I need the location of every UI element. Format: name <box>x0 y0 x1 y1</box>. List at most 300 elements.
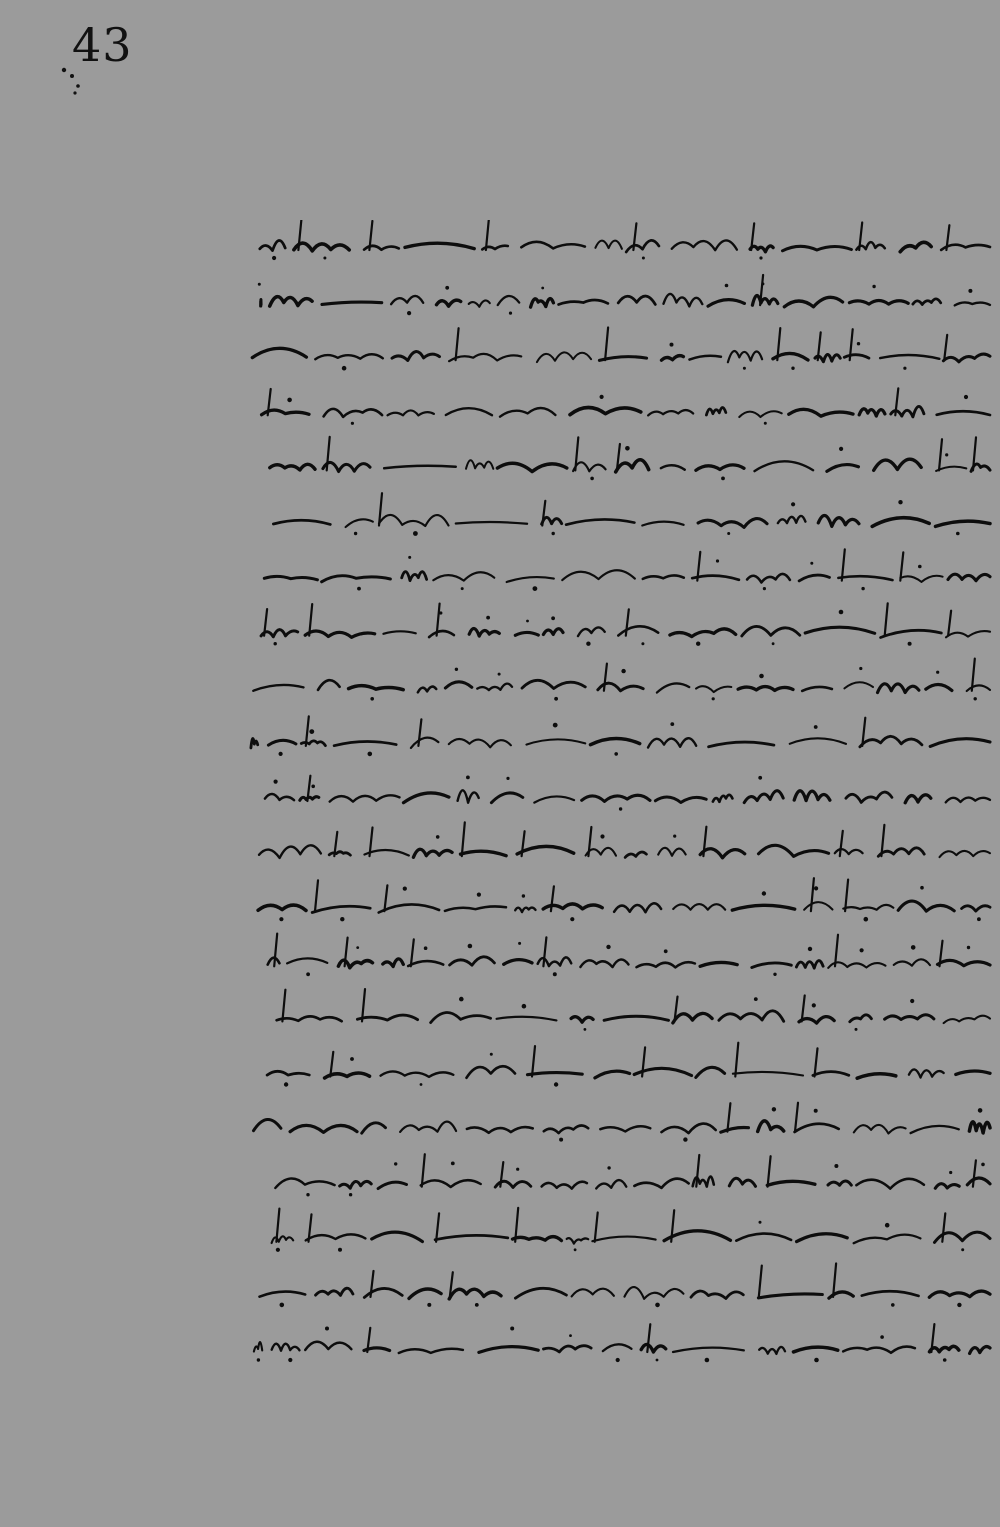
ink-dot <box>370 697 374 701</box>
ink-stroke <box>402 572 427 581</box>
ink-stroke <box>270 464 315 470</box>
ink-stroke <box>259 845 321 858</box>
ink-stroke <box>752 296 777 306</box>
ink-stroke <box>329 852 350 855</box>
ink-stroke <box>941 245 990 250</box>
ink-dot <box>968 289 972 293</box>
ink-dot <box>978 1108 983 1113</box>
manuscript-line <box>260 220 990 260</box>
ink-dot <box>420 1083 423 1086</box>
ink-stroke <box>843 1347 915 1353</box>
ink-dot <box>945 453 948 456</box>
ink-stroke <box>469 629 499 637</box>
ink-stroke <box>648 738 696 747</box>
ink-stroke <box>327 437 330 471</box>
ink-stroke <box>946 631 990 637</box>
ink-stroke <box>537 352 591 362</box>
ink-stroke <box>570 407 641 414</box>
ink-stroke <box>703 827 706 856</box>
manuscript-line <box>265 776 990 811</box>
ink-stroke <box>383 631 415 633</box>
ink-dot <box>554 697 558 701</box>
ink-stroke <box>648 410 693 415</box>
ink-stroke <box>670 629 736 637</box>
ink-dot <box>490 1053 493 1056</box>
ink-dot <box>810 562 813 565</box>
ink-stroke <box>513 1237 562 1241</box>
ink-stroke <box>591 739 640 745</box>
ink-stroke <box>700 849 745 858</box>
ink-dot <box>764 422 767 425</box>
ink-stroke <box>400 1122 456 1132</box>
ink-stroke <box>802 687 832 691</box>
ink-stroke <box>322 302 382 304</box>
ink-stroke <box>371 1271 374 1297</box>
ink-dot <box>475 1303 479 1307</box>
ink-dot <box>349 1193 352 1196</box>
ink-dot <box>408 556 411 559</box>
ink-dot <box>814 1109 818 1113</box>
ink-stroke <box>813 1072 849 1076</box>
ink-dot <box>257 1358 260 1361</box>
ink-stroke <box>413 849 452 857</box>
ink-stroke <box>713 795 733 802</box>
ink-dot <box>338 1248 342 1252</box>
ink-stroke <box>252 348 306 357</box>
ink-stroke <box>318 680 340 690</box>
ink-stroke <box>658 848 686 856</box>
ink-stroke <box>844 355 869 358</box>
ink-stroke <box>600 1126 650 1131</box>
ink-stroke <box>862 1291 919 1296</box>
ink-stroke <box>437 300 461 306</box>
ink-stroke <box>673 1348 744 1352</box>
ink-stroke <box>767 1181 815 1185</box>
ink-stroke <box>504 960 532 965</box>
ink-stroke <box>936 521 991 526</box>
ink-dot <box>956 532 960 536</box>
ink-dot <box>977 917 981 921</box>
ink-stroke <box>445 906 506 910</box>
ink-stroke <box>878 684 919 693</box>
ink-stroke <box>721 1128 749 1133</box>
ink-stroke <box>462 822 465 856</box>
ink-stroke <box>300 797 319 801</box>
ink-stroke <box>626 240 659 252</box>
ink-stroke <box>604 1016 668 1020</box>
ink-stroke <box>962 906 990 911</box>
ink-dot <box>727 532 730 535</box>
ink-stroke <box>445 682 471 688</box>
ink-dot <box>696 642 700 646</box>
ink-stroke <box>930 1346 959 1351</box>
ink-dot <box>306 1193 309 1196</box>
ink-dot <box>518 942 521 945</box>
ink-stroke <box>943 354 990 362</box>
ink-stroke <box>575 437 578 470</box>
ink-stroke <box>578 627 605 636</box>
ink-dot <box>903 367 906 370</box>
ink-dot <box>486 616 490 620</box>
ink-stroke <box>449 354 521 361</box>
ink-stroke <box>948 574 990 580</box>
ink-stroke <box>859 409 885 416</box>
ink-dot <box>967 946 970 949</box>
ink-stroke <box>411 738 439 748</box>
manuscript-line <box>272 1208 990 1252</box>
ink-dot <box>466 776 470 780</box>
ink-stroke <box>411 939 414 966</box>
ink-stroke <box>357 1015 417 1020</box>
ink-stroke <box>306 1234 366 1240</box>
ink-stroke <box>898 901 954 911</box>
ink-stroke <box>938 960 991 965</box>
ink-stroke <box>835 849 863 854</box>
ink-stroke <box>315 354 383 359</box>
ink-dot <box>614 752 618 756</box>
ink-dot <box>885 1223 890 1228</box>
ink-stroke <box>595 1213 598 1242</box>
ink-stroke <box>736 1234 791 1241</box>
ink-dot <box>743 367 746 370</box>
ink-stroke <box>290 1125 357 1132</box>
ink-stroke <box>657 683 689 692</box>
ink-dot <box>814 886 818 890</box>
ink-dot <box>351 422 354 425</box>
ink-stroke <box>486 220 489 250</box>
ink-stroke <box>799 1017 834 1024</box>
ink-stroke <box>696 686 731 692</box>
ink-dot <box>763 587 766 590</box>
ink-stroke <box>338 960 372 968</box>
ink-stroke <box>500 1162 503 1187</box>
ink-dot <box>323 257 326 260</box>
ink-stroke <box>673 1013 712 1023</box>
ink-dot <box>641 642 644 645</box>
ink-stroke <box>872 518 929 527</box>
ink-stroke <box>747 574 790 583</box>
ink-dot <box>350 1057 354 1061</box>
ink-stroke <box>692 576 739 580</box>
ink-stroke <box>935 1184 959 1189</box>
ink-dot <box>274 780 278 784</box>
ink-dot <box>898 500 902 504</box>
ink-dot <box>834 1164 838 1168</box>
ink-stroke <box>929 1291 990 1297</box>
ink-dot <box>725 284 729 288</box>
ink-dot <box>772 642 775 645</box>
ink-stroke <box>655 797 706 802</box>
ink-dot <box>880 1335 884 1339</box>
manuscript-line <box>252 328 990 371</box>
ink-stroke <box>643 575 684 578</box>
ink-dot <box>670 722 674 726</box>
ink-stroke <box>272 1236 294 1243</box>
manuscript-line <box>253 659 990 701</box>
ink-stroke <box>507 577 554 582</box>
ink-dot <box>413 531 418 536</box>
ink-stroke <box>346 519 373 527</box>
ink-dot <box>436 835 440 839</box>
ink-dot <box>459 997 464 1002</box>
ink-dot <box>839 447 843 451</box>
ink-dot <box>584 1028 587 1031</box>
ink-dot <box>554 1082 558 1086</box>
ink-stroke <box>383 959 404 967</box>
ink-stroke <box>911 1126 959 1133</box>
ink-stroke <box>551 886 554 911</box>
ink-dot <box>510 1327 514 1331</box>
ink-stroke <box>429 631 454 637</box>
ink-stroke <box>727 1103 730 1131</box>
ink-stroke <box>672 240 737 250</box>
ink-dot <box>445 286 449 290</box>
ink-stroke <box>562 570 635 580</box>
ink-dot <box>279 752 283 756</box>
ink-dot <box>812 1003 816 1007</box>
ink-dot <box>758 776 762 780</box>
ink-dot <box>981 1163 985 1167</box>
ink-stroke <box>384 885 387 911</box>
ink-stroke <box>270 297 312 306</box>
ink-stroke <box>528 1073 583 1075</box>
ink-stroke <box>733 1072 803 1076</box>
ink-stroke <box>258 905 306 910</box>
ink-stroke <box>956 1071 990 1074</box>
ink-stroke <box>384 466 456 469</box>
ink-stroke <box>544 1346 592 1352</box>
ink-dot <box>274 642 277 645</box>
ink-stroke <box>759 1347 785 1354</box>
ink-stroke <box>804 902 832 910</box>
ink-stroke <box>946 798 990 803</box>
ink-stroke <box>449 739 511 747</box>
ink-stroke <box>732 905 794 910</box>
ink-stroke <box>431 1013 491 1023</box>
ink-dot <box>754 997 758 1001</box>
ink-stroke <box>334 742 396 746</box>
ink-dot <box>625 446 630 451</box>
ink-dot <box>477 893 481 897</box>
ink-stroke <box>944 335 947 360</box>
ink-stroke <box>885 603 888 635</box>
ink-dot <box>920 886 924 890</box>
ink-stroke <box>854 1125 906 1134</box>
ink-dot <box>506 777 509 780</box>
ink-stroke <box>752 963 792 968</box>
ink-stroke <box>794 791 830 801</box>
ink-stroke <box>758 1121 784 1132</box>
ink-stroke <box>742 626 800 636</box>
ink-stroke <box>571 1017 593 1023</box>
ink-stroke <box>372 1232 423 1241</box>
ink-stroke <box>542 1182 587 1189</box>
ink-stroke <box>466 460 493 469</box>
ink-stroke <box>391 296 423 304</box>
ink-stroke <box>784 297 842 306</box>
ink-dot <box>673 835 676 838</box>
manuscript-line <box>258 878 990 921</box>
ink-stroke <box>379 904 439 912</box>
ink-stroke <box>854 1235 921 1244</box>
ink-stroke <box>260 240 285 250</box>
ink-dot <box>526 620 529 623</box>
ink-stroke <box>815 1048 818 1076</box>
ink-stroke <box>467 1066 516 1078</box>
ink-stroke <box>936 467 966 471</box>
ink-dot <box>570 917 574 921</box>
ink-stroke <box>433 572 494 580</box>
ink-stroke <box>881 630 942 637</box>
ink-dot <box>541 287 544 290</box>
ink-stroke <box>408 961 443 966</box>
ink-stroke <box>305 1342 351 1350</box>
ink-stroke <box>399 1349 463 1353</box>
ink-stroke <box>719 1011 784 1021</box>
ink-dot <box>857 342 860 345</box>
ink-dot <box>306 972 310 976</box>
ink-stroke <box>532 1046 535 1076</box>
manuscript-line <box>268 934 990 977</box>
ink-stroke <box>458 790 479 802</box>
ink-stroke <box>273 520 330 524</box>
ink-stroke <box>973 1160 976 1186</box>
ink-dot <box>721 477 725 481</box>
ink-dot <box>455 668 458 671</box>
ink-stroke <box>939 439 942 470</box>
ink-stroke <box>392 352 440 361</box>
ink-stroke <box>885 1015 934 1020</box>
ink-dot <box>759 256 762 259</box>
manuscript-line <box>259 822 990 858</box>
ink-stroke <box>268 740 296 745</box>
ink-dot <box>590 477 594 481</box>
ink-stroke <box>272 1344 300 1351</box>
ink-stroke <box>517 846 574 854</box>
ink-stroke <box>324 409 383 417</box>
manuscript-line <box>273 493 990 536</box>
ink-stroke <box>254 1342 262 1351</box>
ink-stroke <box>264 576 317 579</box>
ink-dot <box>791 367 794 370</box>
ink-stroke <box>479 1347 538 1353</box>
handwritten-text-block <box>240 220 1000 1380</box>
ink-stroke <box>874 459 922 470</box>
ink-stroke <box>696 1067 725 1077</box>
ink-dot <box>619 807 622 810</box>
ink-stroke <box>838 576 892 580</box>
ink-dot <box>683 1137 687 1141</box>
ink-stroke <box>595 1071 630 1078</box>
ink-stroke <box>625 1287 684 1299</box>
ink-stroke <box>378 1182 406 1189</box>
ink-stroke <box>362 1123 386 1133</box>
ink-stroke <box>739 411 781 417</box>
ink-stroke <box>796 961 823 969</box>
ink-stroke <box>582 795 650 801</box>
ink-stroke <box>728 351 762 362</box>
ink-stroke <box>261 630 298 637</box>
ink-dot <box>891 1303 895 1307</box>
ink-dot <box>808 947 812 951</box>
ink-dot <box>551 616 555 620</box>
ink-stroke <box>662 1124 716 1134</box>
ink-stroke <box>856 1179 924 1189</box>
ink-stroke <box>254 1119 281 1130</box>
ink-stroke <box>789 409 853 416</box>
ink-stroke <box>662 356 684 361</box>
ink-stroke <box>418 687 436 693</box>
ink-stroke <box>515 632 538 635</box>
ink-stroke <box>542 501 545 526</box>
ink-stroke <box>900 242 931 251</box>
ink-stroke <box>768 1156 771 1187</box>
ink-stroke <box>698 519 767 528</box>
ink-dot <box>964 395 968 399</box>
ink-dot <box>354 532 357 535</box>
ink-stroke <box>543 629 563 635</box>
ink-dot <box>569 1334 572 1337</box>
ink-stroke <box>316 1288 353 1295</box>
ink-stroke <box>534 796 574 802</box>
ink-dot <box>716 559 719 562</box>
ink-stroke <box>909 1069 944 1077</box>
manuscript-line <box>262 388 990 425</box>
ink-stroke <box>708 300 744 307</box>
ink-stroke <box>637 962 695 967</box>
ink-stroke <box>521 242 585 249</box>
ink-stroke <box>913 299 941 305</box>
ink-dot <box>258 283 261 286</box>
ink-stroke <box>436 1213 439 1242</box>
ink-stroke <box>253 685 303 691</box>
ink-stroke <box>605 328 608 361</box>
ink-stroke <box>930 739 990 747</box>
ink-dot <box>772 1107 776 1111</box>
page-number: 43 <box>72 18 133 72</box>
ink-stroke <box>625 852 646 857</box>
ink-stroke <box>388 410 434 415</box>
ink-stroke <box>634 1179 688 1188</box>
ink-dot <box>279 917 283 921</box>
ink-stroke <box>409 1289 441 1298</box>
ink-dot <box>957 1303 961 1307</box>
ink-stroke <box>706 408 725 415</box>
ink-dot <box>424 946 428 950</box>
ink-stroke <box>261 299 262 306</box>
ink-stroke <box>477 684 512 690</box>
ink-stroke <box>969 1122 990 1133</box>
ink-stroke <box>595 241 622 249</box>
ink-stroke <box>690 356 721 360</box>
ink-stroke <box>450 957 495 965</box>
ink-dot <box>498 673 501 676</box>
ink-stroke <box>661 465 685 469</box>
ink-dot <box>559 1138 563 1142</box>
ink-stroke <box>790 738 846 744</box>
ink-stroke <box>275 1179 334 1188</box>
ink-stroke <box>880 355 939 359</box>
ink-dot <box>855 1028 858 1031</box>
ink-dot <box>394 1162 397 1165</box>
ink-stroke <box>526 739 585 744</box>
ink-stroke <box>498 296 520 305</box>
ink-dot <box>859 667 862 670</box>
ink-stroke <box>491 793 522 803</box>
ink-dot <box>670 343 674 347</box>
ink-dot <box>705 1358 710 1363</box>
ink-stroke <box>456 522 527 524</box>
